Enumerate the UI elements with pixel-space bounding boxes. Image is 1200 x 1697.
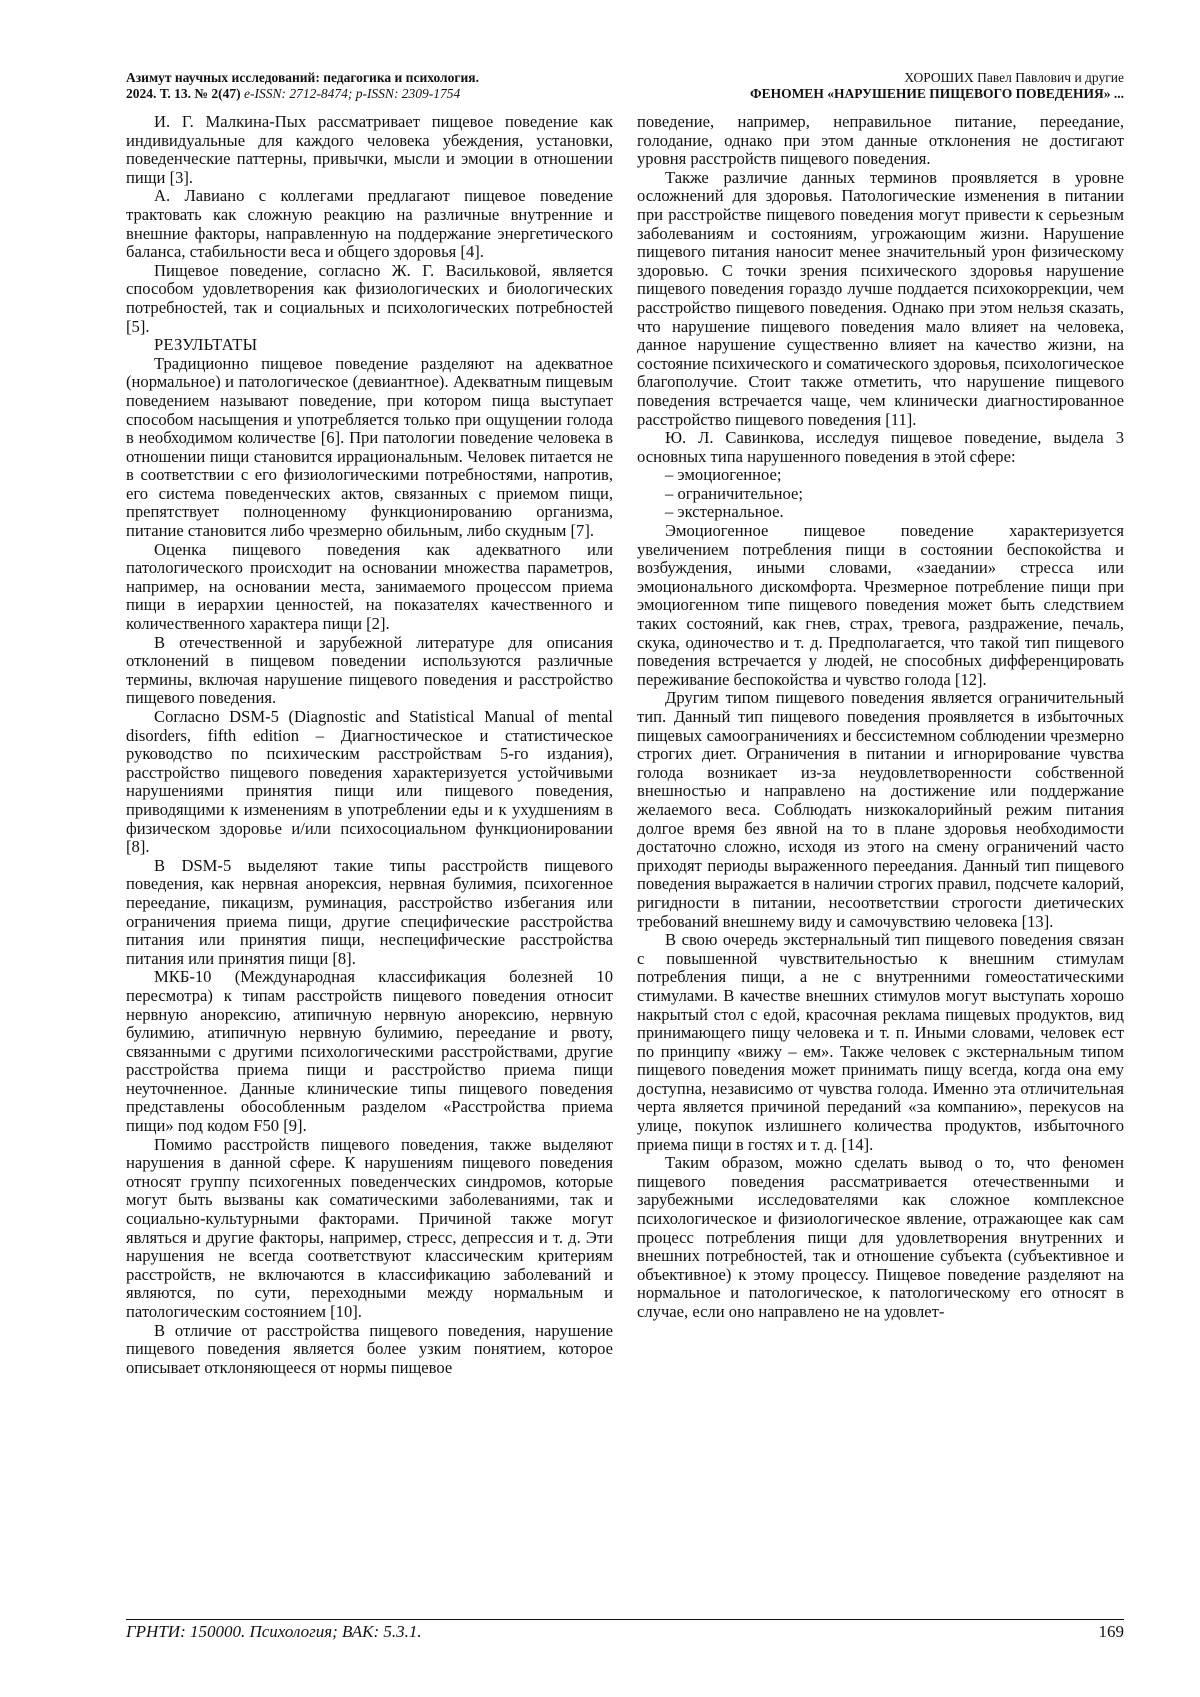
paragraph: Согласно DSM-5 (Diagnostic and Statistical Manual of mental disorders, fifth edition – Диагностическое и статистическое руководство по психическим расстройствам 5-го издания), расстройство пищевого поведения характеризуется устойчивыми нарушениями принятия пищи или пищевого поведения, приводящими к изменениям в употреблении еды и к ухудшениям в физическом здоровье и/или психосоциальном функционировании [8]. — [126, 707, 613, 857]
list-item: – эмоциогенное; — [665, 465, 782, 485]
article-title: ФЕНОМЕН «НАРУШЕНИЕ ПИЩЕВОГО ПОВЕДЕНИЯ» ... — [749, 86, 1124, 101]
paragraph: В DSM-5 выделяют такие типы расстройств пищевого поведения, как нервная анорексия, нервная булимия, психогенное переедание, пикацизм, руминация, расстройство избегания или ограничения приема пищи, другие специфические расстройства питания или принятия пищи, неспецифические расстройства питания или принятия пищи [8]. — [126, 855, 613, 968]
paragraph: Таким образом, можно сделать вывод о то, что феномен пищевого поведения рассматривается отечественными и зарубежными исследователями как сложное комплексное психологическое и физиологическое явление, отражающее как сам процесс потребления пищи для удовлетворения внутренних и внешних потребностей, так и отношение субъекта (субъективное и объективное) к этому процессу. Пищевое поведение разделяют на нормальное и патологическое, к патологическому его относят в случае, если оно направлено не на удовлет- — [637, 1153, 1124, 1321]
paragraph: Эмоциогенное пищевое поведение характеризуется увеличением потребления пищи в состоянии беспокойства и возбуждения, иными словами, «заедании» стресса или эмоционального дискомфорта. Чрезмерное потребление пищи при эмоциогенном типе пищевого поведения может быть следствием таких состояний, как гнев, страх, тревога, раздражение, печаль, скука, одиночество и т. д. Предполагается, что такой тип пищевого поведения встречается у людей, не способных дифференцировать переживание беспокойства и чувство голода [12]. — [637, 521, 1124, 689]
journal-name: Азимут научных исследований: педагогика и психология. — [126, 70, 479, 85]
footer-divider — [126, 1619, 1124, 1620]
paragraph: В отечественной и зарубежной литературе для описания отклонений в пищевом поведении используются различные термины, включая нарушение пищевого поведения и расстройство пищевого поведения. — [126, 632, 613, 708]
header-journal-block — [126, 70, 479, 102]
paragraph: Оценка пищевого поведения как адекватного или патологического происходит на основании множества параметров, например, на основании места, занимаемого процессом приема пищи в иерархии ценностей, на показателях качественного и количественного характера пищи [2]. — [126, 539, 613, 634]
paragraph: В отличие от расстройства пищевого поведения, нарушение пищевого поведения является более узким понятием, которое описывает отклоняющееся от нормы пищевое — [126, 1320, 613, 1377]
paragraph: В свою очередь экстернальный тип пищевого поведения связан с повышенной чувствительностью к внешним стимулам потребления пищи, а не с внутренними гомеостатическими стимулами. В качестве внешних стимулов могут выступать хорошо накрытый стол с едой, красочная реклама пищевых продуктов, вид принимающего пищу человека и т. п. Иными словами, человек ест по принципу «вижу – ем». Также человек с экстернальным типом пищевого поведения может принимать пищу всегда, когда она ему доступна, независимо от чувства голода. Именно эта отличительная черта является причиной переданий «за компанию», перекусов на улице, покупок излишнего количества продуктов, избыточного приема пищи в гостях и т. д. [14]. — [637, 930, 1124, 1154]
paragraph: Традиционно пищевое поведение разделяют на адекватное (нормальное) и патологическое (девиантное). Адекватным пищевым поведением называют поведение, при котором пища выступает способом насыщения и употребляется только при ощущении голода в необходимом количестве [6]. При патологии поведение человека в отношении пищи становится иррациональным. Человек питается не в соответствии с его физиологическими потребностями, напротив, его система поведенческих актов, связанных с приемом пищи, препятствует полноценному функционированию организма, питание становится либо чрезмерно обильным, либо скудным [7]. — [126, 353, 613, 541]
running-header — [126, 70, 1124, 106]
paragraph: поведение, например, неправильное питание, переедание, голодание, однако при этом данные отклонения не достигают уровня расстройств пищевого поведения. — [637, 112, 1124, 169]
left-column — [126, 113, 613, 1377]
page-footer — [126, 1622, 1124, 1644]
paragraph: Также различие данных терминов проявляется в уровне осложнений для здоровья. Патологические изменения в питании при расстройстве пищевого поведения могут привести к серьезным заболеваниям и состояниям, угрожающим жизни. Нарушение пищевого питания наносит менее значительный урон физическому здоровью. С точки зрения психического здоровья нарушение пищевого поведения гораздо лучше поддается психокоррекции, чем расстройство пищевого поведения. Однако при этом нельзя сказать, что нарушение пищевого поведения мало влияет на человека, данное нарушение существенно влияет на качество жизни, на состояние психического и соматического здоровья, психологическое благополучие. Стоит также отметить, что нарушение пищевого поведения встречается чаще, чем клинически диагностированное расстройство пищевого поведения [11]. — [637, 167, 1124, 429]
list-item: – ограничительное; — [665, 483, 804, 503]
right-column — [637, 113, 1124, 1322]
paragraph: Ю. Л. Савинкова, исследуя пищевое поведение, выдела 3 основных типа нарушенного поведения в этой сфере: — [637, 428, 1124, 466]
paragraph: Пищевое поведение, согласно Ж. Г. Васильковой, является способом удовлетворения как физиологических и биологических потребностей, так и социальных и психологических потребностей [5]. — [126, 260, 613, 336]
paragraph: МКБ-10 (Международная классификация болезней 10 пересмотра) к типам расстройств пищевого поведения относит нервную анорексию, атипичную нервную анорексию, нервную булимию, атипичную нервную булимию, переедание и рвоту, связанными с другими психологическими расстройствами, другие расстройства приема пищи и расстройство приема пищи неуточненное. Данные клинические типы пищевого поведения представлены обособленным разделом «Расстройства приема пищи» под кодом F50 [9]. — [126, 967, 613, 1136]
section-heading-results: РЕЗУЛЬТАТЫ — [154, 335, 258, 355]
paragraph: А. Лавиано с коллегами предлагают пищевое поведение трактовать как сложную реакцию на различные внутренние и внешние факторы, направленную на поддержание энергетического баланса, стабильности веса и общего здоровья [4]. — [126, 186, 613, 262]
paragraph: И. Г. Малкина-Пых рассматривает пищевое поведение как индивидуальные для каждого человека убеждения, установки, поведенческие паттерны, привычки, мысли и эмоции в отношении пищи [3]. — [126, 112, 613, 187]
classification-codes: ГРНТИ: 150000. Психология; ВАК: 5.3.1. — [126, 1622, 422, 1641]
article-authors: ХОРОШИХ Павел Павлович и другие — [904, 70, 1124, 85]
list-item: – экстернальное. — [665, 502, 784, 522]
journal-issue — [126, 86, 479, 102]
journal-issn: e-ISSN: 2712-8474; p-ISSN: 2309-1754 — [243, 86, 461, 101]
journal-volume: 2024. Т. 13. № 2(47) — [126, 86, 241, 101]
header-article-block — [750, 70, 1124, 102]
paragraph: Другим типом пищевого поведения является ограничительный тип. Данный тип пищевого поведения проявляется в избыточных пищевых самоограничениях и бессистемном соблюдении чрезмерно строгих диет. Ограничения в питании и игнорирование чувства голода возникает из-за неудовлетворенности собственной внешностью и направлено на достижение или поддержание желаемого веса. Соблюдать низкокалорийный режим питания долгое время без явной на то в плане здоровья необходимости достаточно сложно, исходя из этого на смену ограничений часто приходят периоды выраженного переедания. Данный тип пищевого поведения выражается в наличии строгих правил, подсчете калорий, ригидности в питании, несоответствии строгости диетических требований внешнему виду и самочувствию человека [13]. — [637, 688, 1124, 931]
page-number: 169 — [1098, 1622, 1124, 1641]
paragraph: Помимо расстройств пищевого поведения, также выделяют нарушения в данной сфере. К нарушениям пищевого поведения относят группу психогенных поведенческих синдромов, которые могут быть вызваны как соматическими заболеваниями, так и социально-культурными факторами. Причиной также могут являться и другие факторы, например, стресс, депрессия и т. д. Эти нарушения не всегда соответствуют классическим критериям расстройств, не включаются в классификацию заболеваний и являются, по сути, переходными между нормальным и патологическим состоянием [10]. — [126, 1134, 613, 1321]
